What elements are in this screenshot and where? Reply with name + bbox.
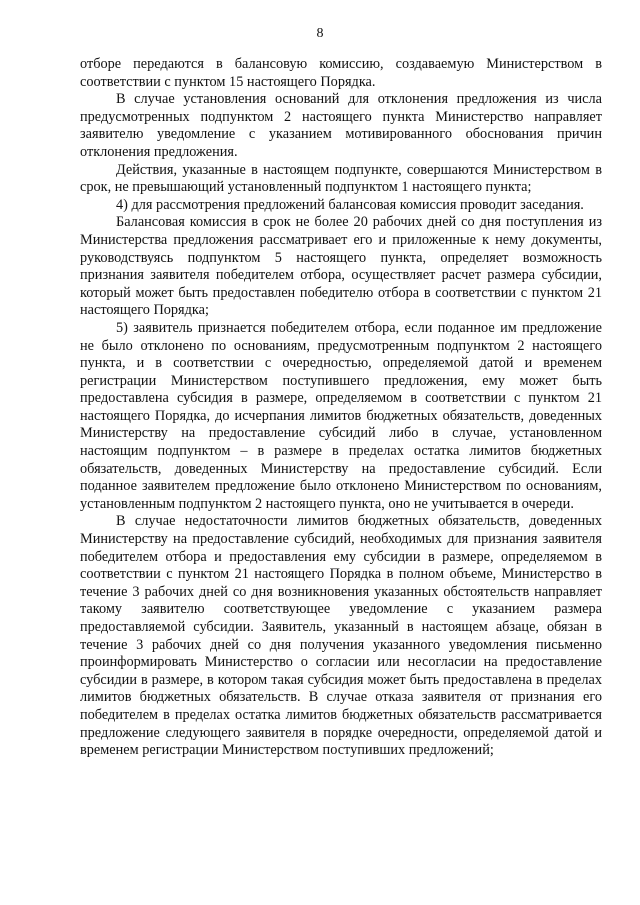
- paragraph-subitem-5: 5) заявитель признается победителем отбора, если поданное им предложение не было отклонено по основаниям, предусмотренным подпунктом 2 настоящего пункта, и в соответствии с очередностью, определяемой датой и временем регистрации Министерством поступившего предложения, ему может быть предоставлена субсидия в размере, определяемом в соответствии с пунктом 21 настоящего Порядка, до исчерпания лимитов бюджетных обязательств, доведенных Министерству на предоставление субсидий либо в случае, установленном настоящим подпунктом – в размере в пределах остатка лимитов бюджетных обязательств, доведенных Министерству на предоставление субсидий. Если поданное заявителем предложение было отклонено Министерством по основаниям, установленным подпунктом 2 настоящего пункта, оно не учитывается в очереди.: [80, 319, 602, 512]
- document-body: [80, 56, 602, 760]
- page-number: 8: [316, 26, 324, 41]
- paragraph-balance-commission: Балансовая комиссия в срок не более 20 рабочих дней со дня поступления из Министерства предложения рассматривает его и приложенные к нему документы, руководствуясь подпунктом 5 настоящего пункта, определяет возможность признания заявителя победителем отбора, осуществляет расчет размера субсидии, который может быть предоставлен победителю отбора в соответствии с пунктом 21 настоящего Порядка;: [80, 214, 602, 319]
- paragraph-subitem-4: 4) для рассмотрения предложений балансовая комиссия проводит заседания.: [116, 196, 584, 213]
- paragraph-rejection-grounds: В случае установления оснований для отклонения предложения из числа предусмотренных подпунктом 2 настоящего пункта Министерство направляет заявителю уведомление с указанием мотивированного обоснования причин отклонения предложения.: [80, 91, 602, 160]
- paragraph-continuation: отборе передаются в балансовую комиссию, создаваемую Министерством в соответствии с пунктом 15 настоящего Порядка.: [80, 56, 602, 90]
- paragraph-insufficient-limits: В случае недостаточности лимитов бюджетных обязательств, доведенных Министерству на предоставление субсидий, необходимых для признания заявителя победителем отбора и предоставления ему субсидии в размере, определяемом в соответствии с пунктом 21 настоящего Порядка в полном объеме, Министерство в течение 3 рабочих дней со дня возникновения указанных обстоятельств направляет такому заявителю соответствующее уведомление с указанием размера предоставляемой субсидии. Заявитель, указанный в настоящем абзаце, обязан в течение 3 рабочих дней со дня получения указанного уведомления письменно проинформировать Министерство о согласии или несогласии на предоставление субсидии в размере, в котором такая субсидия может быть предоставлена в пределах лимитов бюджетных обязательств. В случае отказа заявителя от признания его победителем в пределах остатка лимитов бюджетных обязательств рассматривается предложение следующего заявителя в порядке очередности, определяемой датой и временем регистрации Министерством поступивших предложений;: [80, 513, 602, 759]
- paragraph-actions-deadline: Действия, указанные в настоящем подпункте, совершаются Министерством в срок, не превышающий установленный подпунктом 1 настоящего пункта;: [80, 161, 602, 196]
